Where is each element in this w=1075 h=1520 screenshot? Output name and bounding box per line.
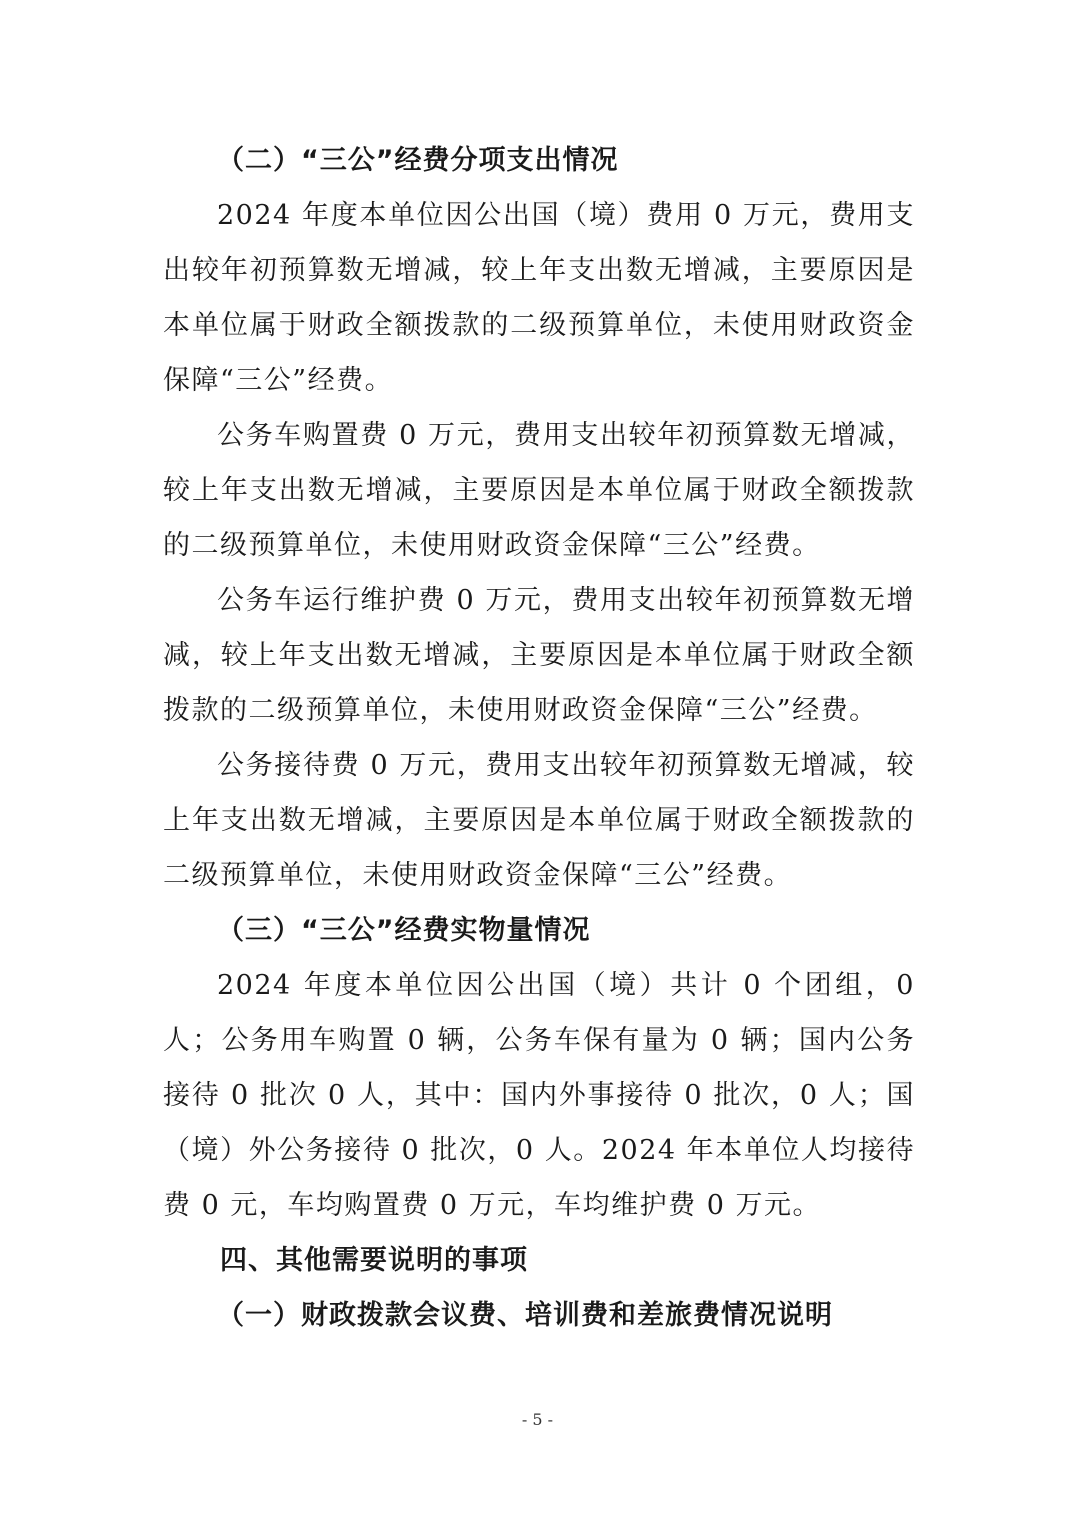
- heading-meeting-training-travel: （一）财政拨款会议费、培训费和差旅费情况说明: [217, 1300, 833, 1331]
- heading-other-matters: 四、其他需要说明的事项: [220, 1245, 528, 1276]
- page-number: - 5 -: [521, 1410, 554, 1429]
- heading-sangong-breakdown: （二）“三公”经费分项支出情况: [217, 145, 619, 176]
- para-vehicle-maintenance: 公务车运行维护费 0 万元，费用支出较年初预算数无增减，较上年支出数无增减，主要原因是本单位属于财政全额拨款的二级预算单位，未使用财政资金保障“三公”经费。: [163, 585, 915, 726]
- para-vehicle-purchase: 公务车购置费 0 万元，费用支出较年初预算数无增减，较上年支出数无增减，主要原因是本单位属于财政全额拨款的二级预算单位，未使用财政资金保障“三公”经费。: [163, 420, 915, 561]
- para-reception: 公务接待费 0 万元，费用支出较年初预算数无增减，较上年支出数无增减，主要原因是本单位属于财政全额拨款的二级预算单位，未使用财政资金保障“三公”经费。: [163, 750, 915, 891]
- para-physical-quantities: 2024 年度本单位因公出国（境）共计 0 个团组，0 人；公务用车购置 0 辆，公务车保有量为 0 辆；国内公务接待 0 批次 0 人，其中：国内外事接待 0 批次，0 人；国（境）外公务接待 0 批次，0 人。2024 年本单位人均接待费 0 元，车均购置费 0 万元，车均维护费 0 万元。: [163, 970, 915, 1221]
- document-body: [163, 133, 915, 1343]
- heading-sangong-physical: （三）“三公”经费实物量情况: [217, 915, 591, 946]
- para-overseas-travel: 2024 年度本单位因公出国（境）费用 0 万元，费用支出较年初预算数无增减，较上年支出数无增减，主要原因是本单位属于财政全额拨款的二级预算单位，未使用财政资金保障“三公”经费。: [163, 200, 915, 396]
